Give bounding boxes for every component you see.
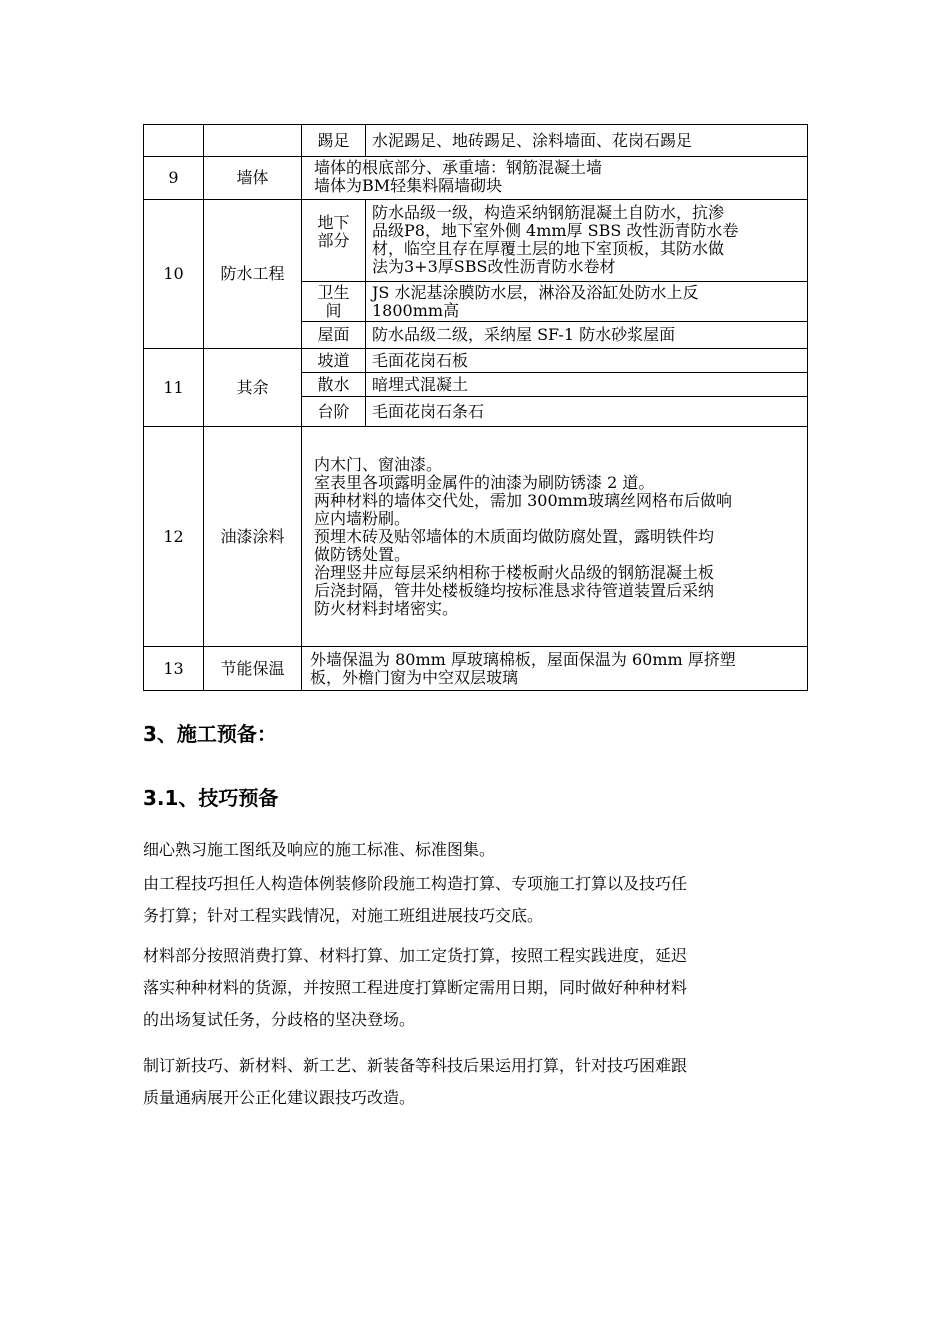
cell-name: 墙体 bbox=[204, 157, 302, 200]
text-line: 墙体为BM轻集料隔墙砌块 bbox=[314, 176, 503, 195]
text-line: 防火材料封堵密实。 bbox=[314, 598, 459, 618]
table-row bbox=[144, 157, 808, 200]
cell-empty-no bbox=[144, 125, 204, 157]
cell-sub: 踢足 bbox=[302, 125, 366, 157]
table-row bbox=[144, 349, 808, 373]
cell-sub bbox=[302, 282, 366, 322]
text-line: 两种材料的墙体交代处，需加 300mm玻璃丝网格布后做响 bbox=[314, 490, 732, 510]
cell-content: 暗埋式混凝土 bbox=[366, 373, 808, 397]
cell-content bbox=[366, 200, 808, 282]
cell-content bbox=[366, 282, 808, 322]
paragraph bbox=[143, 1050, 813, 1114]
text-line: 治理竖井应每层采纳相称于楼板耐火品级的钢筋混凝土板 bbox=[314, 562, 715, 582]
paragraph bbox=[143, 868, 813, 932]
text-line: 防水品级一级，构造采纳钢筋混凝土自防水，抗渗 bbox=[372, 203, 725, 222]
text-line: 落实种种材料的货源，并按照工程进度打算断定需用日期，同时做好种种材料 bbox=[143, 978, 688, 997]
section-heading: 3、施工预备： bbox=[143, 722, 277, 746]
cell-sub: 坡道 bbox=[302, 349, 366, 373]
text-line: 间 bbox=[325, 300, 342, 320]
cell-content: 毛面花岗石条石 bbox=[366, 397, 808, 427]
cell-content bbox=[302, 647, 808, 691]
cell-content: 防水品级二级，采纳屋 SF-1 防水砂浆屋面 bbox=[366, 322, 808, 349]
text-line: 外墙保温为 80mm 厚玻璃棉板，屋面保温为 60mm 厚挤塑 bbox=[310, 649, 736, 669]
text-line: 地下 bbox=[317, 213, 350, 232]
text-line: 制订新技巧、新材料、新工艺、新装备等科技后果运用打算，针对技巧困难跟 bbox=[143, 1056, 688, 1075]
cell-sub: 屋面 bbox=[302, 322, 366, 349]
text-line: 后浇封隔，管井处楼板缝均按标准恳求待管道装置后采纳 bbox=[314, 580, 715, 600]
cell-content: 水泥踢足、地砖踢足、涂料墙面、花岗石踢足 bbox=[366, 125, 808, 157]
text-line: 板，外檐门窗为中空双层玻璃 bbox=[310, 667, 519, 687]
text-line: JS 水泥基涂膜防水层，淋浴及浴缸处防水上反 bbox=[372, 282, 699, 302]
text-line: 材料部分按照消费打算、材料打算、加工定货打算，按照工程实践进度，延迟 bbox=[143, 946, 688, 965]
cell-name: 防水工程 bbox=[204, 200, 302, 349]
table-row bbox=[144, 200, 808, 282]
text-line: 细心熟习施工图纸及响应的施工标准、标准图集。 bbox=[143, 840, 496, 859]
cell-name: 油漆涂料 bbox=[204, 427, 302, 647]
subsection-heading: 3.1、技巧预备 bbox=[143, 786, 279, 810]
specification-table bbox=[143, 124, 808, 691]
table-row bbox=[144, 647, 808, 691]
text-line: 预埋木砖及贴邻墙体的木质面均做防腐处置，露明铁件均 bbox=[314, 526, 715, 546]
cell-empty-name bbox=[204, 125, 302, 157]
text-line: 室表里各项露明金属件的油漆为刷防锈漆 2 道。 bbox=[314, 472, 655, 492]
cell-sub: 台阶 bbox=[302, 397, 366, 427]
text-line: 内木门、窗油漆。 bbox=[314, 454, 443, 474]
text-line: 应内墙粉刷。 bbox=[314, 508, 411, 528]
cell-name: 节能保温 bbox=[204, 647, 302, 691]
cell-no: 10 bbox=[144, 200, 204, 349]
table-row bbox=[144, 427, 808, 647]
cell-no: 9 bbox=[144, 157, 204, 200]
cell-no: 12 bbox=[144, 427, 204, 647]
text-line: 由工程技巧担任人构造体例装修阶段施工构造打算、专项施工打算以及技巧任 bbox=[143, 874, 688, 893]
text-line: 材，临空且存在厚覆土层的地下室顶板，其防水做 bbox=[372, 239, 725, 258]
cell-no: 11 bbox=[144, 349, 204, 427]
cell-content bbox=[302, 427, 808, 647]
text-line: 卫生 bbox=[317, 282, 350, 302]
cell-sub: 散水 bbox=[302, 373, 366, 397]
cell-sub bbox=[302, 200, 366, 282]
cell-content bbox=[302, 157, 808, 200]
text-line: 部分 bbox=[317, 231, 350, 250]
paragraph bbox=[143, 834, 813, 866]
text-line: 质量通病展开公正化建议跟技巧改造。 bbox=[143, 1088, 416, 1107]
text-line: 墙体的根底部分、承重墙：钢筋混凝土墙 bbox=[314, 158, 603, 177]
cell-no: 13 bbox=[144, 647, 204, 691]
text-line: 1800mm高 bbox=[372, 300, 460, 320]
text-line: 法为3+3厚SBS改性沥青防水卷材 bbox=[372, 257, 616, 276]
text-line: 品级P8，地下室外侧 4mm厚 SBS 改性沥青防水卷 bbox=[372, 221, 739, 240]
text-line: 做防锈处置。 bbox=[314, 544, 411, 564]
cell-name: 其余 bbox=[204, 349, 302, 427]
paragraph bbox=[143, 940, 813, 1036]
text-line: 务打算；针对工程实践情况，对施工班组进展技巧交底。 bbox=[143, 906, 544, 925]
text-line: 的出场复试任务，分歧格的坚决登场。 bbox=[143, 1010, 416, 1029]
table-row bbox=[144, 125, 808, 157]
cell-content: 毛面花岗石板 bbox=[366, 349, 808, 373]
